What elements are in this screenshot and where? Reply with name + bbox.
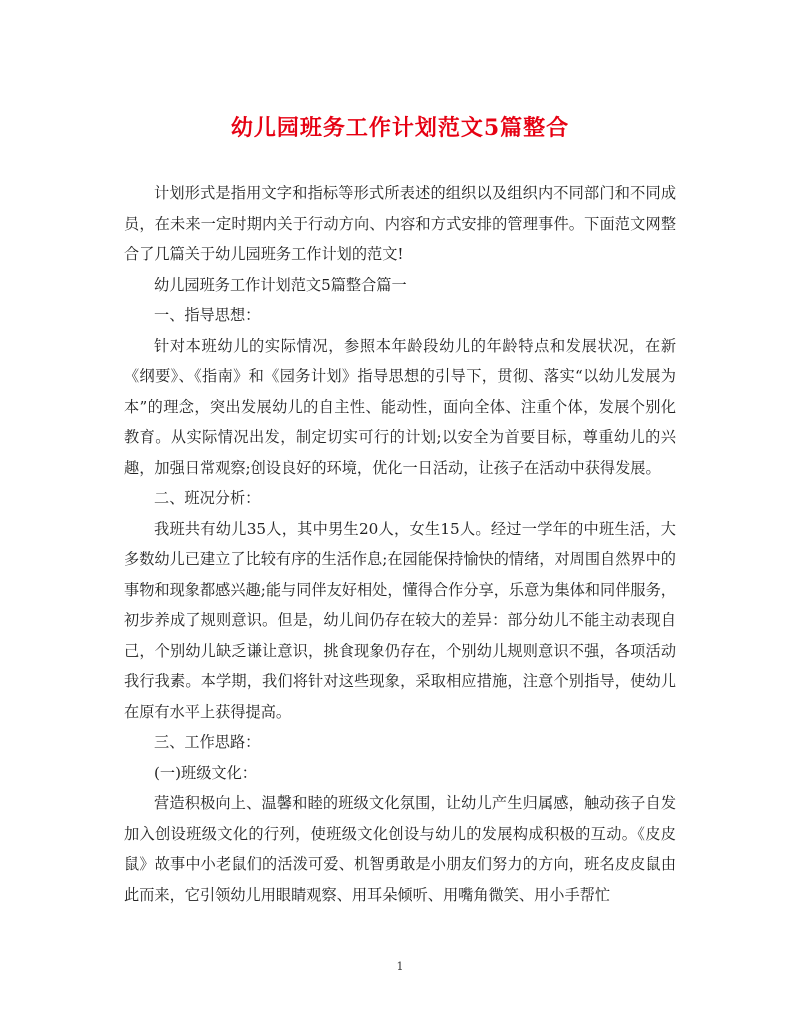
paragraph-guiding-ideology: 针对本班幼儿的实际情况，参照本年龄段幼儿的年龄特点和发展状况，在新《纲要》、《指南》和《园务计划》指导思想的引导下，贯彻、落实“以幼儿发展为本”的理念，突出发展幼儿的自主性、能动性，面向全体、注重个体，发展个别化教育。从实际情况出发，制定切实可行的计划;以安全为首要目标，尊重幼儿的兴趣，加强日常观察;创设良好的环境，优化一日活动，让孩子在活动中获得发展。 [124, 336, 676, 477]
paragraph-class-culture: 营造积极向上、温馨和睦的班级文化氛围，让幼儿产生归属感，触动孩子自发加入创设班级文化的行列，使班级文化创设与幼儿的发展构成积极的互动。《皮皮鼠》故事中小老鼠们的活泼可爱、机智勇敢是小朋友们努力的方向，班名皮皮鼠由此而来，它引领幼儿用眼睛观察、用耳朵倾听、用嘴角微笑、用小手帮忙 [124, 794, 676, 904]
paragraph-guiding-ideology-heading: 一、指导思想： [154, 306, 261, 324]
document-title: 幼儿园班务工作计划范文5篇整合 [230, 115, 570, 141]
document-body [124, 178, 676, 910]
paragraph-work-ideas-heading: 三、工作思路： [154, 733, 261, 751]
paragraph-class-culture-heading: (一)班级文化： [154, 763, 257, 782]
paragraph-section-heading: 幼儿园班务工作计划范文5篇整合篇一 [154, 275, 407, 294]
paragraph-class-analysis-heading: 二、班况分析： [154, 489, 261, 507]
paragraph-class-analysis: 我班共有幼儿35人，其中男生20人，女生15人。经过一学年的中班生活，大多数幼儿已建立了比较有序的生活作息;在园能保持愉快的情绪，对周围自然界中的事物和现象都感兴趣;能与同伴友好相处，懂得合作分享，乐意为集体和同伴服务，初步养成了规则意识。但是，幼儿间仍存在较大的差异：部分幼儿不能主动表现自己，个别幼儿缺乏谦让意识，挑食现象仍存在，个别幼儿规则意识不强，各项活动我行我素。本学期，我们将针对这些现象，采取相应措施，注意个别指导，使幼儿在原有水平上获得提高。 [124, 519, 676, 721]
paragraph-intro: 计划形式是指用文字和指标等形式所表述的组织以及组织内不同部门和不同成员，在未来一定时期内关于行动方向、内容和方式安排的管理事件。下面范文网整合了几篇关于幼儿园班务工作计划的范文! [124, 184, 676, 263]
page-number: 1 [396, 960, 404, 973]
